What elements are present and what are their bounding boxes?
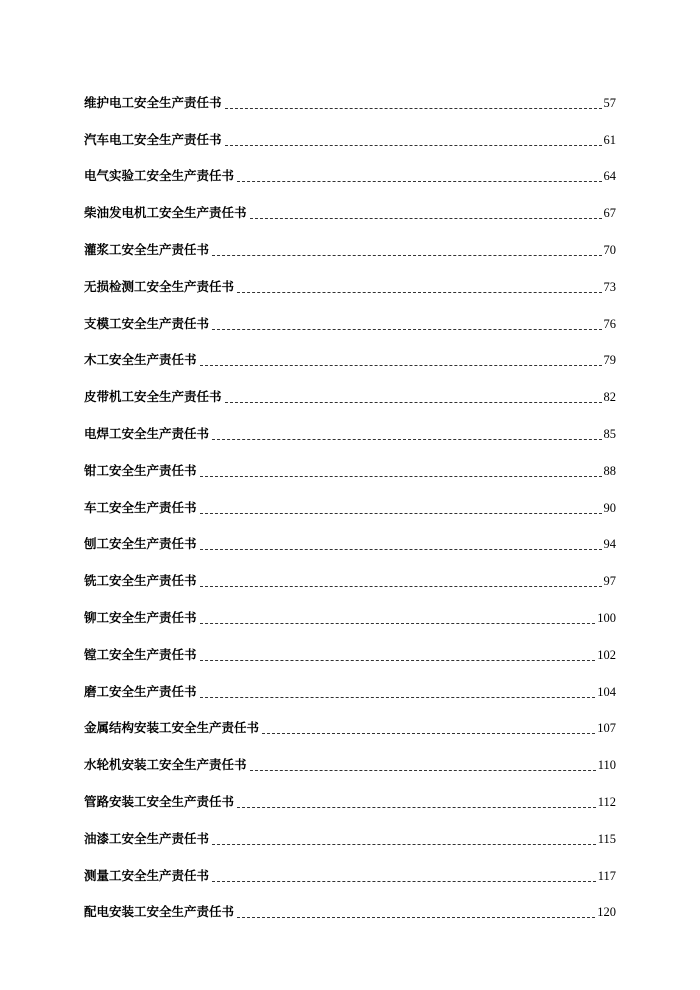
toc-entry-page-number: 117	[597, 868, 616, 883]
toc-leader-dots	[200, 549, 602, 550]
toc-entry-page-number: 76	[603, 316, 616, 331]
toc-entry-page-number: 107	[597, 721, 616, 736]
toc-entry-page-number: 82	[603, 390, 616, 405]
toc-entry-title: 无损检测工安全生产责任书	[84, 278, 235, 294]
toc-entry-title: 灌浆工安全生产责任书	[84, 241, 210, 257]
toc-entry[interactable]	[84, 628, 616, 665]
toc-leader-dots	[200, 513, 602, 514]
toc-leader-dots	[200, 660, 596, 661]
toc-entry-title: 维护电工安全生产责任书	[84, 94, 222, 110]
toc-leader-dots	[200, 586, 602, 587]
toc-entry-page-number: 64	[603, 169, 616, 184]
toc-entry-page-number: 57	[603, 95, 616, 110]
toc-entry[interactable]	[84, 665, 616, 702]
toc-entry-page-number: 94	[603, 537, 616, 552]
toc-entry-title: 油漆工安全生产责任书	[84, 830, 210, 846]
toc-entry-page-number: 61	[603, 132, 616, 147]
toc-entry-title: 配电安装工安全生产责任书	[84, 904, 235, 920]
toc-entry[interactable]	[84, 812, 616, 849]
toc-entry-page-number: 88	[603, 463, 616, 478]
toc-entry[interactable]	[84, 775, 616, 812]
toc-entry[interactable]	[84, 738, 616, 775]
toc-leader-dots	[225, 145, 602, 146]
toc-entry-title: 金属结构安装工安全生产责任书	[84, 720, 260, 736]
toc-leader-dots	[212, 329, 601, 330]
toc-entry-page-number: 79	[603, 353, 616, 368]
toc-entry-title: 管路安装工安全生产责任书	[84, 793, 235, 809]
toc-entry[interactable]	[84, 297, 616, 334]
toc-entry[interactable]	[84, 702, 616, 739]
toc-entry[interactable]	[84, 849, 616, 886]
toc-entry[interactable]	[84, 554, 616, 591]
toc-entry-title: 汽车电工安全生产责任书	[84, 131, 222, 147]
toc-entry-page-number: 73	[603, 279, 616, 294]
toc-entry-title: 车工安全生产责任书	[84, 499, 197, 515]
toc-leader-dots	[250, 770, 596, 771]
toc-entry-title: 木工安全生产责任书	[84, 352, 197, 368]
toc-entry-page-number: 85	[603, 426, 616, 441]
toc-entry-title: 磨工安全生产责任书	[84, 683, 197, 699]
toc-leader-dots	[200, 697, 596, 698]
toc-entry[interactable]	[84, 886, 616, 923]
table-of-contents	[84, 76, 616, 922]
toc-entry[interactable]	[84, 223, 616, 260]
toc-entry[interactable]	[84, 260, 616, 297]
toc-leader-dots	[212, 439, 601, 440]
toc-entry[interactable]	[84, 444, 616, 481]
toc-entry[interactable]	[84, 407, 616, 444]
toc-leader-dots	[250, 218, 602, 219]
toc-entry-page-number: 104	[597, 684, 616, 699]
toc-entry-title: 电气实验工安全生产责任书	[84, 168, 235, 184]
toc-entry[interactable]	[84, 334, 616, 371]
toc-entry-title: 支模工安全生产责任书	[84, 315, 210, 331]
toc-entry-page-number: 97	[603, 574, 616, 589]
toc-leader-dots	[212, 844, 596, 845]
toc-entry[interactable]	[84, 481, 616, 518]
toc-leader-dots	[200, 623, 596, 624]
toc-entry[interactable]	[84, 591, 616, 628]
toc-leader-dots	[237, 917, 595, 918]
toc-entry-page-number: 112	[597, 794, 616, 809]
toc-entry-title: 钳工安全生产责任书	[84, 462, 197, 478]
toc-entry-title: 铆工安全生产责任书	[84, 609, 197, 625]
toc-entry-page-number: 115	[597, 831, 616, 846]
toc-leader-dots	[237, 807, 596, 808]
toc-leader-dots	[237, 181, 601, 182]
toc-entry[interactable]	[84, 186, 616, 223]
toc-entry[interactable]	[84, 150, 616, 187]
toc-entry-title: 皮带机工安全生产责任书	[84, 389, 222, 405]
toc-entry-title: 水轮机安装工安全生产责任书	[84, 757, 247, 773]
toc-entry-page-number: 67	[603, 206, 616, 221]
toc-entry[interactable]	[84, 518, 616, 555]
toc-entry[interactable]	[84, 370, 616, 407]
toc-entry[interactable]	[84, 76, 616, 113]
toc-entry-page-number: 100	[597, 610, 616, 625]
toc-leader-dots	[225, 402, 602, 403]
toc-entry-page-number: 120	[597, 905, 616, 920]
toc-leader-dots	[212, 255, 601, 256]
toc-leader-dots	[200, 476, 602, 477]
toc-entry[interactable]	[84, 113, 616, 150]
toc-entry-title: 测量工安全生产责任书	[84, 867, 210, 883]
toc-entry-title: 电焊工安全生产责任书	[84, 425, 210, 441]
toc-leader-dots	[225, 108, 602, 109]
toc-leader-dots	[262, 733, 595, 734]
toc-entry-title: 镗工安全生产责任书	[84, 646, 197, 662]
toc-entry-title: 柴油发电机工安全生产责任书	[84, 205, 247, 221]
toc-entry-page-number: 110	[597, 758, 616, 773]
toc-entry-page-number: 90	[603, 500, 616, 515]
toc-entry-title: 刨工安全生产责任书	[84, 536, 197, 552]
toc-leader-dots	[200, 365, 602, 366]
toc-leader-dots	[237, 292, 601, 293]
toc-entry-page-number: 70	[603, 242, 616, 257]
toc-entry-title: 铣工安全生产责任书	[84, 573, 197, 589]
toc-leader-dots	[212, 881, 596, 882]
toc-entry-page-number: 102	[597, 647, 616, 662]
